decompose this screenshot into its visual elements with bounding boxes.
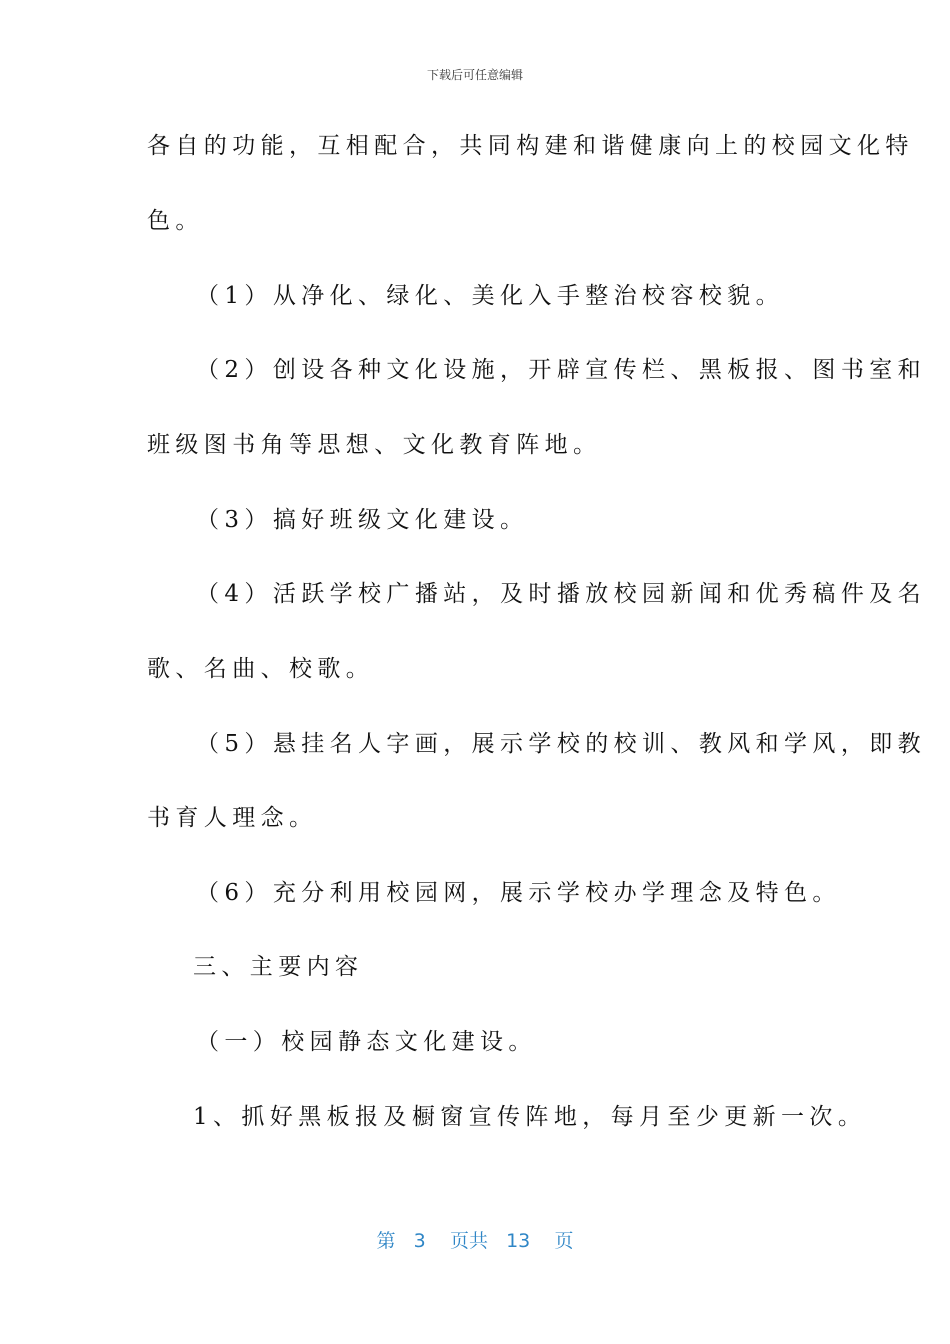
list-item: （3）搞好班级文化建设。 — [196, 507, 529, 533]
page-suffix: 页 — [554, 1230, 574, 1252]
paragraph-line: 班级图书角等思想、文化教育阵地。 — [147, 432, 602, 458]
list-item: （5）悬挂名人字画，展示学校的校训、教风和学风，即教 — [196, 731, 927, 757]
page-middle-text: 页共 — [449, 1230, 488, 1252]
paragraph-line: 歌、名曲、校歌。 — [147, 656, 375, 682]
section-heading: 三、主要内容 — [193, 954, 364, 980]
paragraph-line: 色。 — [147, 208, 204, 234]
current-page-number: 3 — [413, 1230, 426, 1252]
page-number-footer — [0, 1226, 950, 1253]
list-item: （6）充分利用校园网，展示学校办学理念及特色。 — [196, 880, 841, 906]
paragraph-line: 各自的功能，互相配合，共同构建和谐健康向上的校园文化特 — [147, 133, 914, 159]
download-note: 下载后可任意编辑 — [426, 68, 523, 82]
total-pages-number: 13 — [506, 1230, 531, 1252]
list-item: （1）从净化、绿化、美化入手整治校容校貌。 — [196, 283, 785, 309]
list-item: （4）活跃学校广播站，及时播放校园新闻和优秀稿件及名 — [196, 581, 927, 607]
page-prefix: 第 — [376, 1230, 396, 1252]
list-item: （2）创设各种文化设施，开辟宣传栏、黑板报、图书室和 — [196, 357, 927, 383]
subsection-heading: （一）校园静态文化建设。 — [196, 1029, 537, 1055]
list-item: 1、抓好黑板报及橱窗宣传阵地，每月至少更新一次。 — [193, 1104, 867, 1130]
paragraph-line: 书育人理念。 — [147, 805, 318, 831]
